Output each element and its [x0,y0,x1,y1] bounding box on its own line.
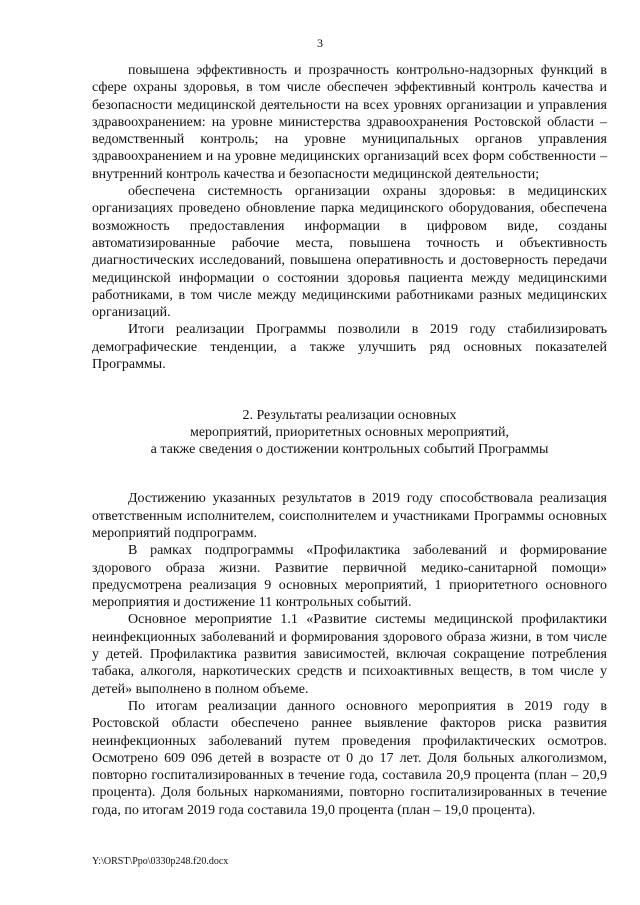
footer-file-path: Y:\ORST\Ppo\0330p248.f20.docx [92,856,229,867]
page-number: 3 [317,36,323,50]
section-heading-line: 2. Результаты реализации основных [242,408,457,424]
body-paragraph: обеспечена системность организации охраны здоровья: в медицинских организациях проведено обновление парка медицинского оборудования, обеспечена возможность предоставления информации в цифровом виде, созданы автоматизированные рабочие места, повышена точность и объективность диагностических исследований, повышена оперативность и достоверность передачи медицинской информации о состоянии здоровья пациента между медицинскими работниками, в том числе между медицинскими работниками разных медицинских организаций. [92,184,607,321]
body-paragraph: По итогам реализации данного основного мероприятия в 2019 году в Ростовской области обеспечено раннее выявление факторов риска развития неинфекционных заболеваний путем проведения профилактических осмотров. Осмотрено 609 096 детей в возрасте от 0 до 17 лет. Доля больных алкоголизмом, повторно госпитализированных в течение года, составила 20,9 процента (план – 20,9 процента). Доля больных наркоманиями, повторно госпитализированных в течение года, по итогам 2019 года составила 19,0 процента (план – 19,0 процента). [92,698,607,818]
body-paragraph: Достижению указанных результатов в 2019 году способствовала реализация ответственным исполнителем, соисполнителем и участниками Программы основных мероприятий подпрограмм. [92,491,607,541]
body-paragraph: Основное мероприятие 1.1 «Развитие системы медицинской профилактики неинфекционных заболеваний и формирования здорового образа жизни, в том числе у детей. Профилактика развития зависимостей, включая сокращение потребления табака, алкоголя, наркотических средств и психоактивных веществ, в том числе у детей» выполнено в полном объеме. [92,612,607,697]
document-body [92,62,607,819]
body-paragraph: В рамках подпрограммы «Профилактика заболеваний и формирование здорового образа жизни. Развитие первичной медико-санитарной помощи» предусмотрена реализация 9 основных мероприятий, 1 приоритетного основного мероприятия и достижение 11 контрольных событий. [92,543,607,611]
body-paragraph: повышена эффективность и прозрачность контрольно-надзорных функций в сфере охраны здоровья, в том числе обеспечен эффективный контроль качества и безопасности медицинской деятельности на всех уровнях организации и управления здравоохранением: на уровне министерства здравоохранения Ростовской области – ведомственный контроль; на уровне муниципальных органов управления здравоохранением и на уровне медицинских организаций всех форм собственности – внутренний контроль качества и безопасности медицинской деятельности; [92,63,607,182]
section-heading-line: а также сведения о достижении контрольных событий Программы [150,442,549,458]
section-heading-line: мероприятий, приоритетных основных мероприятий, [189,425,510,441]
section-heading [92,407,607,458]
body-paragraph: Итоги реализации Программы позволили в 2019 году стабилизировать демографические тенденции, а также улучшить ряд основных показателей Программы. [92,322,607,373]
